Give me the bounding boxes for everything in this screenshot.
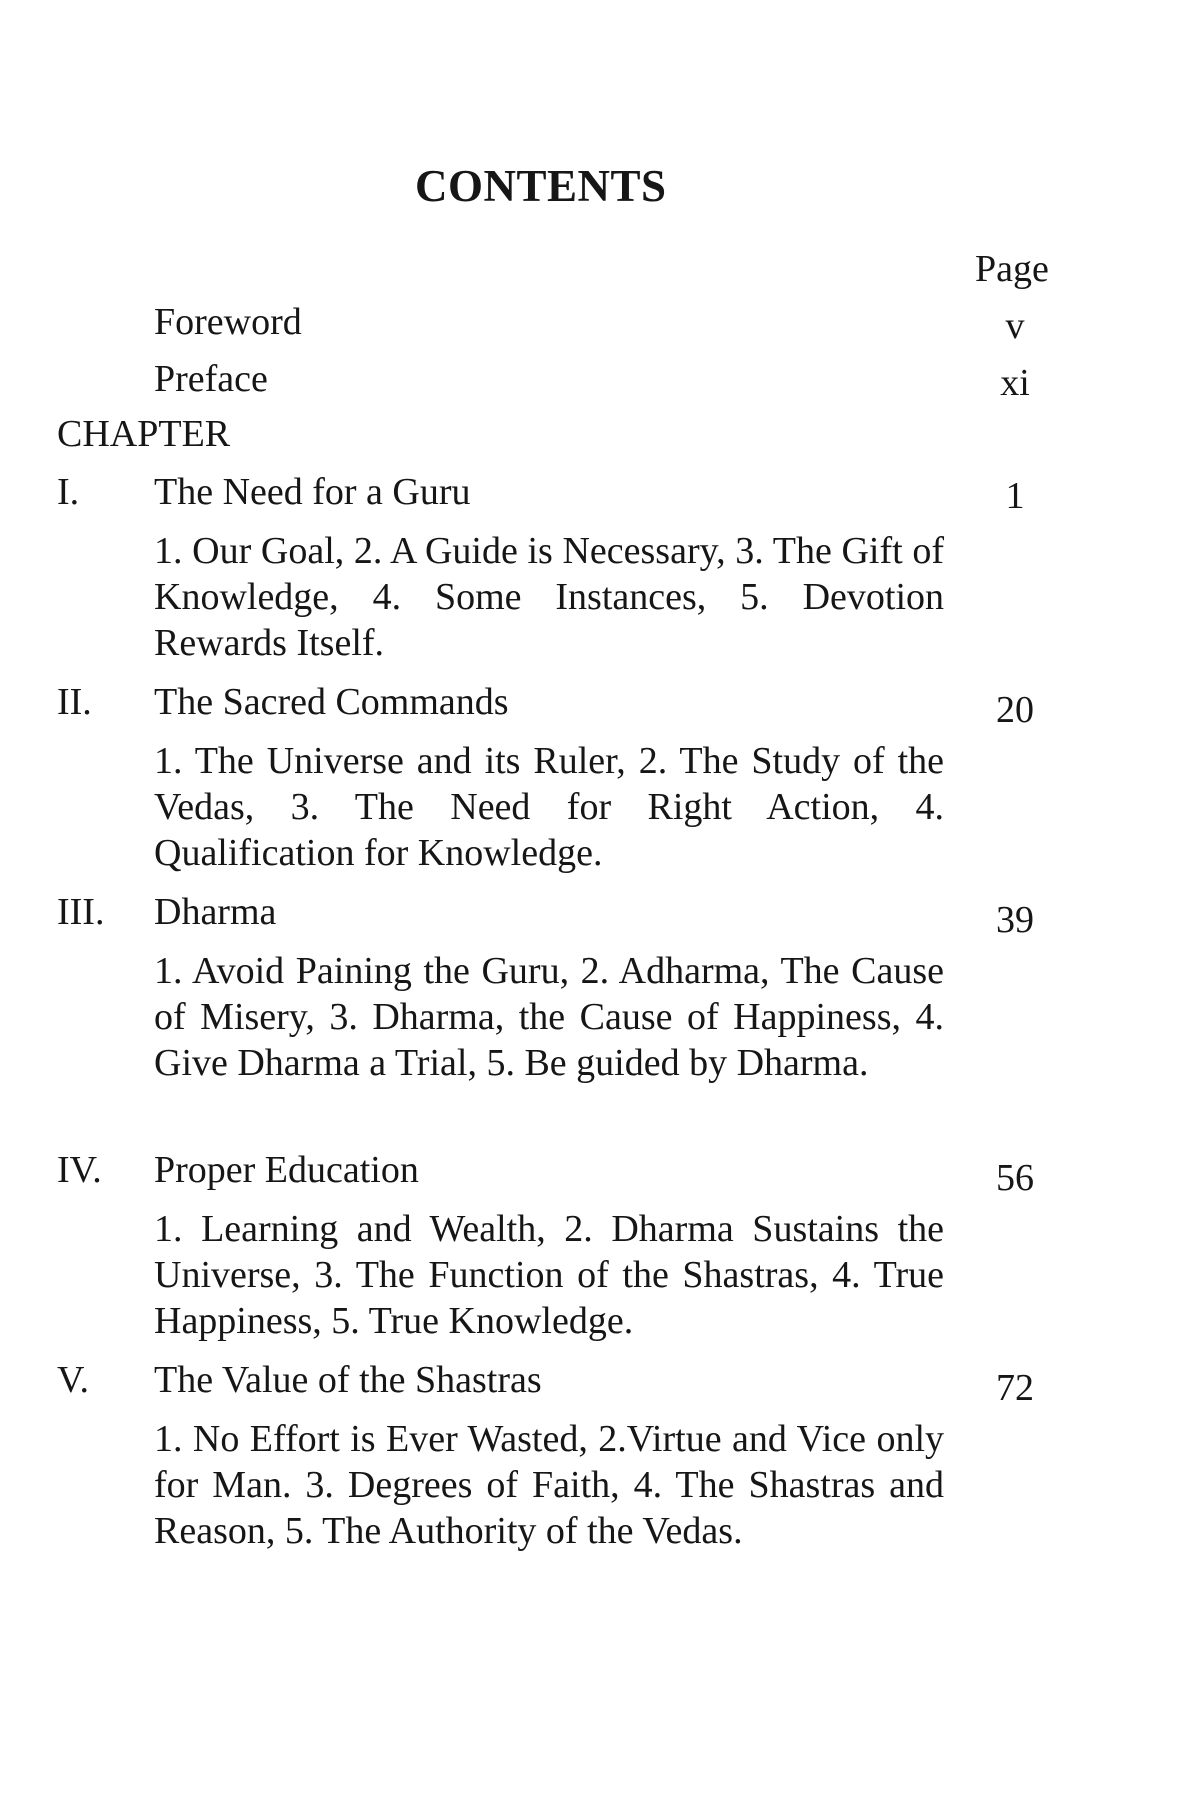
chapter-summary: 1. Learning and Wealth, 2. Dharma Sustains the Universe, 3. The Function of the Shastras, 4. True Happiness, 5. True Knowledge. — [154, 1208, 944, 1342]
chapter-summary: 1. The Universe and its Ruler, 2. The Study of the Vedas, 3. The Need for Right Action, 4. Qualification for Knowledge. — [154, 740, 944, 874]
toc-page-number: 56 — [996, 1157, 1034, 1199]
toc-page-number: 39 — [996, 899, 1034, 941]
chapter-column-header: CHAPTER — [57, 413, 231, 455]
chapter-numeral: V. — [57, 1359, 90, 1401]
toc-page-number: 20 — [996, 689, 1034, 731]
chapter-title: Dharma — [154, 891, 277, 933]
chapter-title: The Need for a Guru — [154, 471, 471, 513]
chapter-numeral: II. — [57, 681, 92, 723]
page-column-header: Page — [975, 248, 1049, 290]
toc-page-number: 1 — [1005, 475, 1025, 517]
chapter-title: The Value of the Shastras — [154, 1359, 542, 1401]
toc-page-number: 72 — [996, 1367, 1034, 1409]
toc-page-number: xi — [1000, 362, 1030, 404]
chapter-numeral: IV. — [57, 1149, 102, 1191]
chapter-title: The Sacred Commands — [154, 681, 509, 723]
page-title: CONTENTS — [415, 161, 667, 211]
chapter-summary: 1. Our Goal, 2. A Guide is Necessary, 3. The Gift of Knowledge, 4. Some Instances, 5. Devotion Rewards Itself. — [154, 530, 944, 664]
chapter-numeral: III. — [57, 891, 105, 933]
chapter-summary: 1. No Effort is Ever Wasted, 2.Virtue and Vice only for Man. 3. Degrees of Faith, 4. The Shastras and Reason, 5. The Authority of the Vedas. — [154, 1418, 944, 1552]
chapter-numeral: I. — [57, 471, 80, 513]
chapter-title: Proper Education — [154, 1149, 419, 1191]
toc-entry-label: Foreword — [154, 301, 302, 343]
toc-entry-label: Preface — [154, 358, 268, 400]
toc-page-number: v — [1005, 305, 1025, 347]
chapter-summary: 1. Avoid Paining the Guru, 2. Adharma, The Cause of Misery, 3. Dharma, the Cause of Happiness, 4. Give Dharma a Trial, 5. Be guided by Dharma. — [154, 950, 944, 1084]
